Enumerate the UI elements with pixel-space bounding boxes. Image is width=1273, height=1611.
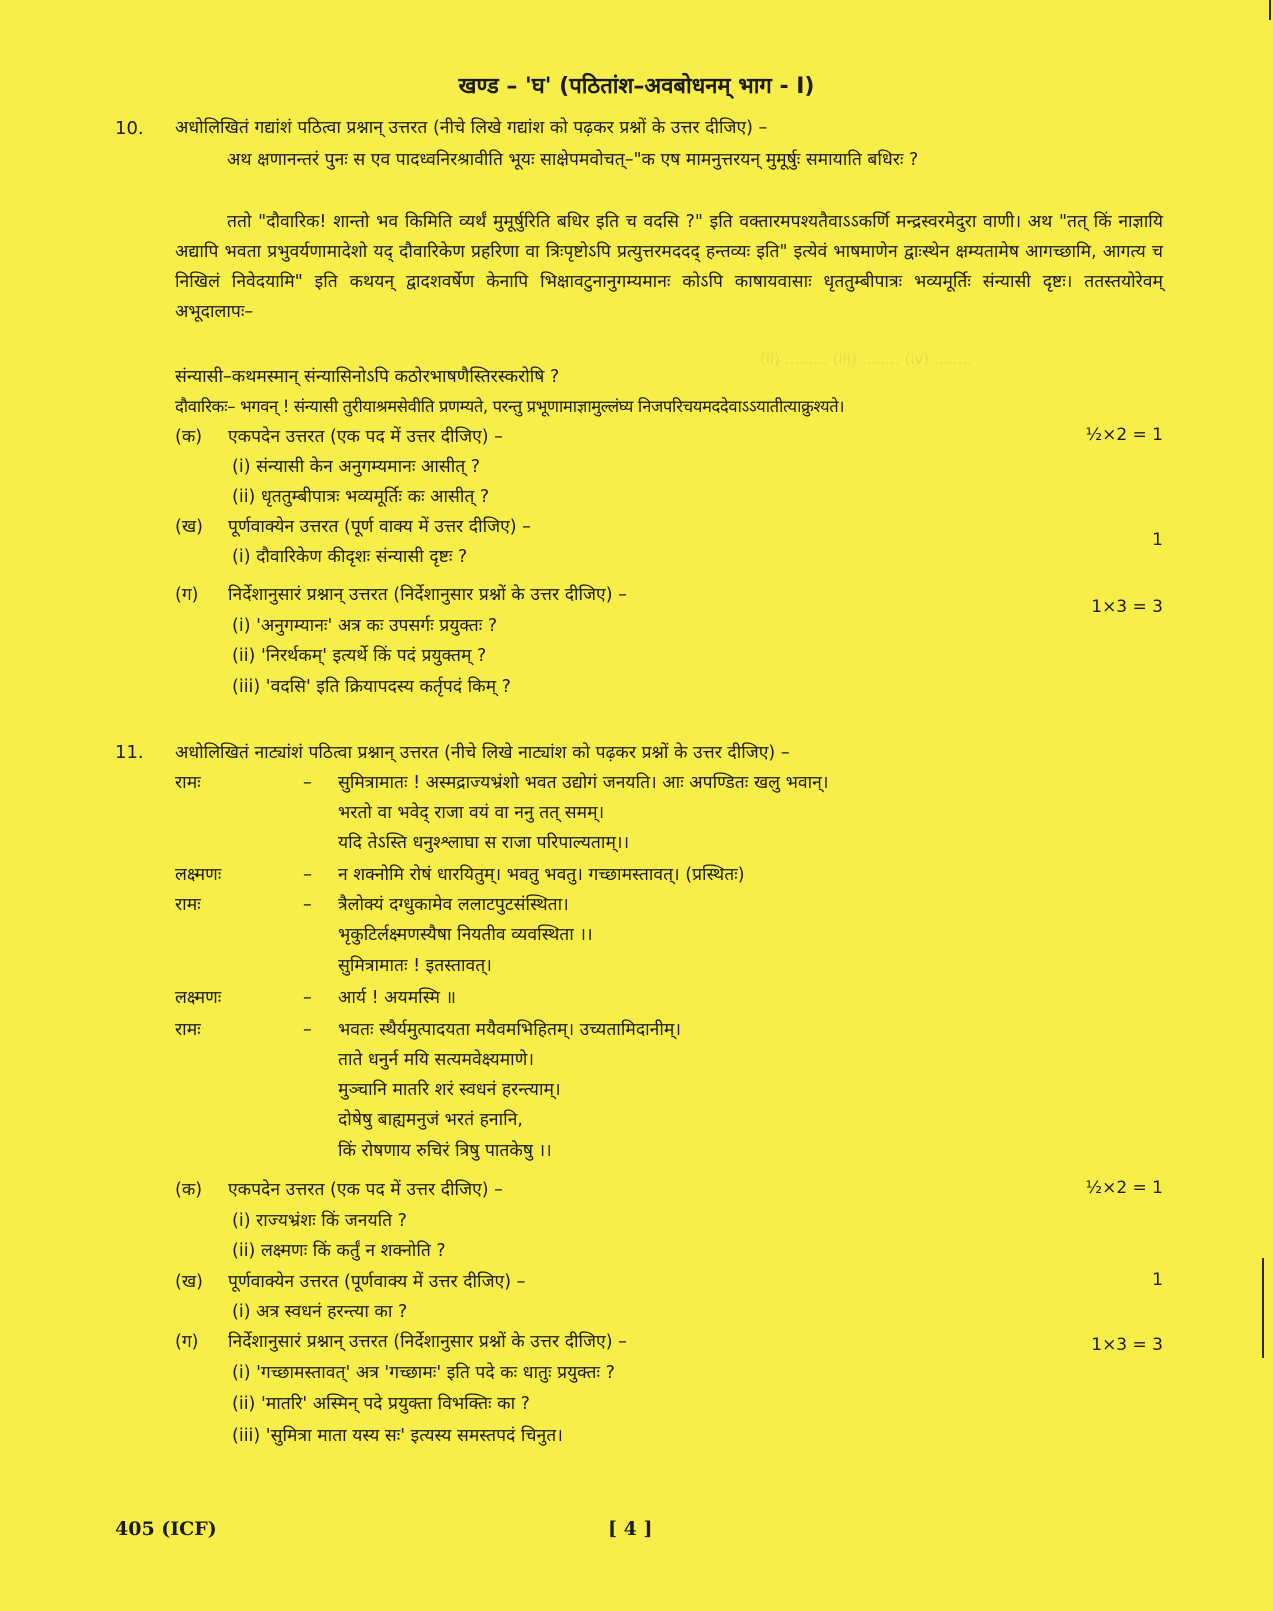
page-number: [ 4 ] (608, 1518, 653, 1540)
q10-ga-text: निर्देशानुसारं प्रश्नान् उत्तरत (निर्देशानुसार प्रश्नों के उत्तर दीजिए) – (228, 585, 627, 605)
q11-dash: – (303, 1020, 312, 1040)
q10-kha-marks: 1 (1152, 530, 1163, 550)
q11-dialog-line: न शक्नोमि रोषं धारयितुम्। भवतु भवतु। गच्छामस्तावत्। (प्रस्थितः) (338, 865, 745, 885)
q11-dialog-line: त्रैलोक्यं दग्धुकामेव ललाटपुटसंस्थिता। (338, 895, 569, 915)
q10-number: 10. (115, 118, 144, 139)
q11-dialog-line: सुमित्रामातः ! अस्मद्राज्यभ्रंशो भवत उद्योगं जनयति। आः अपण्डितः खलु भवान्। (338, 773, 829, 793)
q10-ka-i: (i) संन्यासी केन अनुगम्यमानः आसीत् ? (232, 457, 481, 477)
q11-kha-text: पूर्णवाक्येन उत्तरत (पूर्णवाक्य में उत्तर दीजिए) – (228, 1272, 526, 1292)
q10-dialog-dauvarika: दौवारिकः– भगवन् ! संन्यासी तुरीयाश्रमसेवीति प्रणम्यते, परन्तु प्रभूणामाज्ञामुल्लंघ्य निजपरिचयमददेवाऽऽयातीत्याक्रुश्यते। (175, 397, 845, 416)
q11-speaker: लक्ष्मणः (175, 865, 222, 885)
q11-kha-label: (ख) (175, 1272, 203, 1292)
q11-ga-marks: 1×3 = 3 (1091, 1335, 1163, 1355)
q10-passage-para2: ततो "दौवारिक! शान्तो भव किमिति व्यर्थं मुमूर्षुरिति बधिर इति च वदसि ?" इति वक्तारमपश्यतैवाऽऽकर्णि मन्द्रस्वरमेदुरा वाणी। अथ "तत् किं नाज्ञायि अद्यापि भवता प्रभुवर्यणामादेशो यद् दौवारिकेण प्रहरिणा वा त्रिःपृष्टोऽपि प्रत्युत्तरमददद् हन्तव्यः इति" इत्येवं भाषमाणेन द्वाःस्थेन क्षम्यतामेष आगच्छामि, आगत्य च निखिलं निवेदयामि" इति कथयन् द्वादशवर्षेण केनापि भिक्षावटुनानुगम्यमानः कोऽपि काषायवासाः धृततुम्बीपात्रः भव्यमूर्तिः संन्यासी दृष्टः। ततस्तयोरेवम् अभूदालापः– (175, 212, 1163, 322)
q11-kha-marks: 1 (1152, 1270, 1163, 1290)
q11-dialog-line: यदि तेऽस्ति धनुश्श्लाघा स राजा परिपाल्यताम्।। (338, 833, 630, 853)
q11-dialog-line: आर्य ! अयमस्मि ॥ (338, 988, 457, 1008)
q11-dialog-line: ताते धनुर्न मयि सत्यमवेक्ष्यमाणे। (338, 1050, 534, 1070)
section-title: खण्ड – 'घ' (पठितांश–अवबोधनम् भाग - I) (458, 74, 815, 99)
q11-number: 11. (115, 742, 144, 763)
q11-dialog-line: मुञ्चानि मातरि शरं स्वधनं हरन्त्याम्। (338, 1080, 561, 1100)
q11-kha-i: (i) अत्र स्वधनं हरन्त्या का ? (232, 1302, 408, 1322)
q11-speaker: रामः (175, 773, 201, 793)
q11-ga-i: (i) 'गच्छामस्तावत्' अत्र 'गच्छामः' इति पदे कः धातुः प्रयुक्तः ? (232, 1363, 615, 1383)
q11-dialog-line: किं रोषणाय रुचिरं त्रिषु पातकेषु ।। (338, 1141, 552, 1161)
q11-ka-text: एकपदेन उत्तरत (एक पद में उत्तर दीजिए) – (228, 1180, 503, 1200)
q11-dash: – (303, 865, 312, 885)
q11-dash: – (303, 773, 312, 793)
q11-speaker: रामः (175, 895, 201, 915)
q10-ga-ii: (ii) 'निरर्थकम्' इत्यर्थे किं पदं प्रयुक्तम् ? (232, 646, 487, 666)
q11-ka-label: (क) (175, 1180, 203, 1200)
q11-dash: – (303, 895, 312, 915)
q11-ga-iii: (iii) 'सुमित्रा माता यस्य सः' इत्यस्य समस्तपदं चिनुत। (232, 1426, 563, 1446)
q10-dialog-sanyasi: संन्यासी–कथमस्मान् संन्यासिनोऽपि कठोरभाषणैस्तिरस्करोषि ? (175, 367, 560, 387)
q10-ka-marks: ½×2 = 1 (1085, 425, 1163, 445)
bleed-through-text: (ii) ......... (iii) ........ (iv) ........ (760, 350, 973, 368)
q11-ka-i: (i) राज्यभ्रंशः किं जनयति ? (232, 1211, 407, 1231)
q11-dialog-line: दोषेषु बाह्यमनुजं भरतं हनानि, (338, 1110, 523, 1130)
q11-speaker: लक्ष्मणः (175, 988, 222, 1008)
q10-ga-label: (ग) (175, 585, 199, 605)
q10-kha-text: पूर्णवाक्येन उत्तरत (पूर्ण वाक्य में उत्तर दीजिए) – (228, 517, 531, 537)
q11-dialog-line: भरतो वा भवेद् राजा वयं वा ननु तत् समम्। (338, 803, 605, 823)
q11-instruction: अधोलिखितं नाट्यांशं पठित्वा प्रश्नान् उत्तरत (नीचे लिखे नाट्यांश को पढ़कर प्रश्नों के उत्तर दीजिए) – (175, 743, 790, 763)
q11-ga-ii: (ii) 'मातरि' अस्मिन् पदे प्रयुक्ता विभक्तिः का ? (232, 1394, 530, 1414)
q10-kha-label: (ख) (175, 517, 203, 537)
q11-dialog-line: सुमित्रामातः ! इतस्तावत्। (338, 956, 492, 976)
q11-dash: – (303, 988, 312, 1008)
q10-ga-marks: 1×3 = 3 (1091, 597, 1163, 617)
q11-ga-label: (ग) (175, 1332, 199, 1352)
q11-speaker: रामः (175, 1020, 201, 1040)
q11-ka-marks: ½×2 = 1 (1085, 1178, 1163, 1198)
q11-ga-text: निर्देशानुसारं प्रश्नान् उत्तरत (निर्देशानुसार प्रश्नों के उत्तर दीजिए) – (228, 1332, 627, 1352)
q11-dialog-line: भृकुटिर्लक्ष्मणस्यैषा नियतीव व्यवस्थिता ।। (338, 925, 593, 945)
q10-ka-text: एकपदेन उत्तरत (एक पद में उत्तर दीजिए) – (228, 427, 503, 447)
q10-ka-label: (क) (175, 427, 203, 447)
q10-ga-iii: (iii) 'वदसि' इति क्रियापदस्य कर्तृपदं किम् ? (232, 677, 511, 697)
scan-edge-mark (1269, 0, 1271, 20)
q10-instruction: अधोलिखितं गद्यांशं पठित्वा प्रश्नान् उत्तरत (नीचे लिखे गद्यांश को पढ़कर प्रश्नों के उत्तर दीजिए) – (175, 118, 768, 138)
q11-dialog-line: भवतः स्थैर्यमुत्पादयता मयैवमभिहितम्। उच्यतामिदानीम्। (338, 1020, 681, 1040)
paper-code: 405 (ICF) (115, 1518, 217, 1540)
q10-kha-i: (i) दौवारिकेण कीदृशः संन्यासी दृष्टः ? (232, 547, 468, 567)
q11-ka-ii: (ii) लक्ष्मणः किं कर्तुं न शक्नोति ? (232, 1241, 446, 1261)
q10-ka-ii: (ii) धृततुम्बीपात्रः भव्यमूर्तिः कः आसीत् ? (232, 487, 490, 507)
q10-passage-para1: अथ क्षणानन्तरं पुनः स एव पादध्वनिरश्रावीति भूयः साक्षेपमवोचत्–"क एष मामनुत्तरयन् मुमूर्षुः समायाति बधिरः ? (227, 150, 919, 170)
scan-edge-mark (1262, 1258, 1264, 1358)
q10-ga-i: (i) 'अनुगम्यानः' अत्र कः उपसर्गः प्रयुक्तः ? (232, 616, 498, 636)
